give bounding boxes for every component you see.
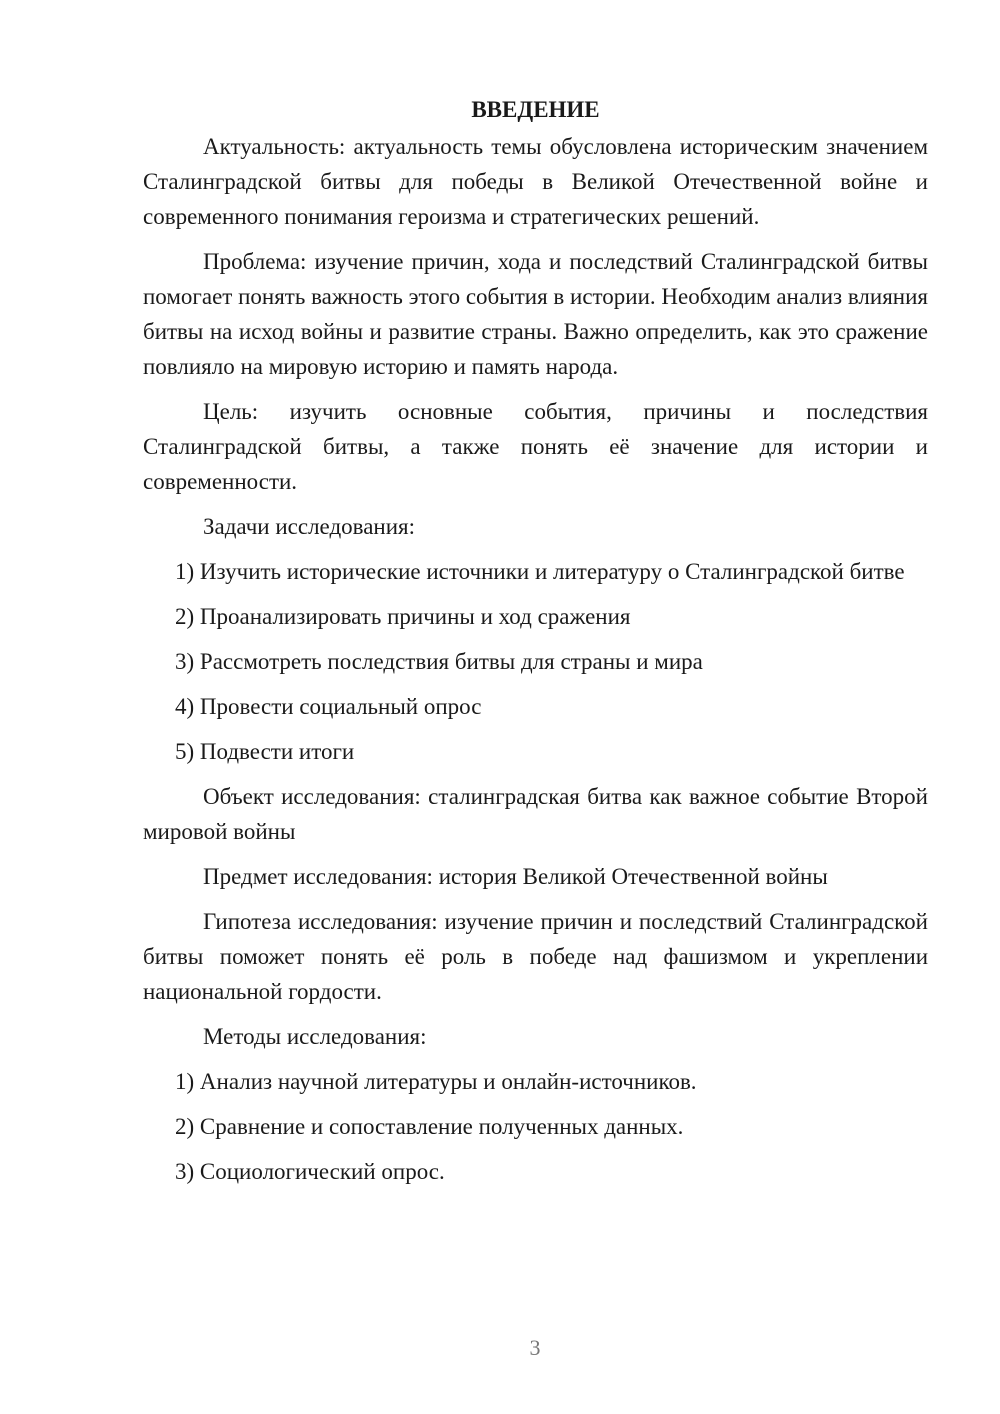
page-number: 3 <box>529 1335 541 1360</box>
relevance-paragraph: Актуальность: актуальность темы обусловлена историческим значением Сталинградской битвы для победы в Великой Отечественной войне и современного понимания героизма и стратегических решений. <box>143 134 928 229</box>
task-item: 5) Подвести итоги <box>175 739 355 764</box>
subject-paragraph: Предмет исследования: история Великой Отечественной войны <box>203 864 828 889</box>
methods-heading: Методы исследования: <box>203 1024 427 1049</box>
task-item: 4) Провести социальный опрос <box>175 694 482 719</box>
goal-paragraph: Цель: изучить основные события, причины и последствия Сталинградской битвы, а также понять её значение для истории и современности. <box>143 399 928 494</box>
method-item: 3) Социологический опрос. <box>175 1159 445 1184</box>
document-title: ВВЕДЕНИЕ <box>471 97 600 122</box>
method-item: 1) Анализ научной литературы и онлайн-источников. <box>175 1069 697 1094</box>
object-paragraph: Объект исследования: сталинградская битва как важное событие Второй мировой войны <box>143 784 928 844</box>
method-item: 2) Сравнение и сопоставление полученных данных. <box>175 1114 684 1139</box>
problem-paragraph: Проблема: изучение причин, хода и последствий Сталинградской битвы помогает понять важность этого события в истории. Необходим анализ влияния битвы на исход войны и развитие страны. Важно определить, как это сражение повлияло на мировую историю и память народа. <box>143 249 928 379</box>
task-item: 1) Изучить исторические источники и литературу о Сталинградской битве <box>175 559 905 584</box>
tasks-heading: Задачи исследования: <box>203 514 416 539</box>
hypothesis-paragraph: Гипотеза исследования: изучение причин и последствий Сталинградской битвы поможет понять её роль в победе над фашизмом и укреплении национальной гордости. <box>143 909 928 1004</box>
document-page <box>143 92 928 1199</box>
task-item: 3) Рассмотреть последствия битвы для страны и мира <box>175 649 703 674</box>
task-item: 2) Проанализировать причины и ход сражения <box>175 604 631 629</box>
